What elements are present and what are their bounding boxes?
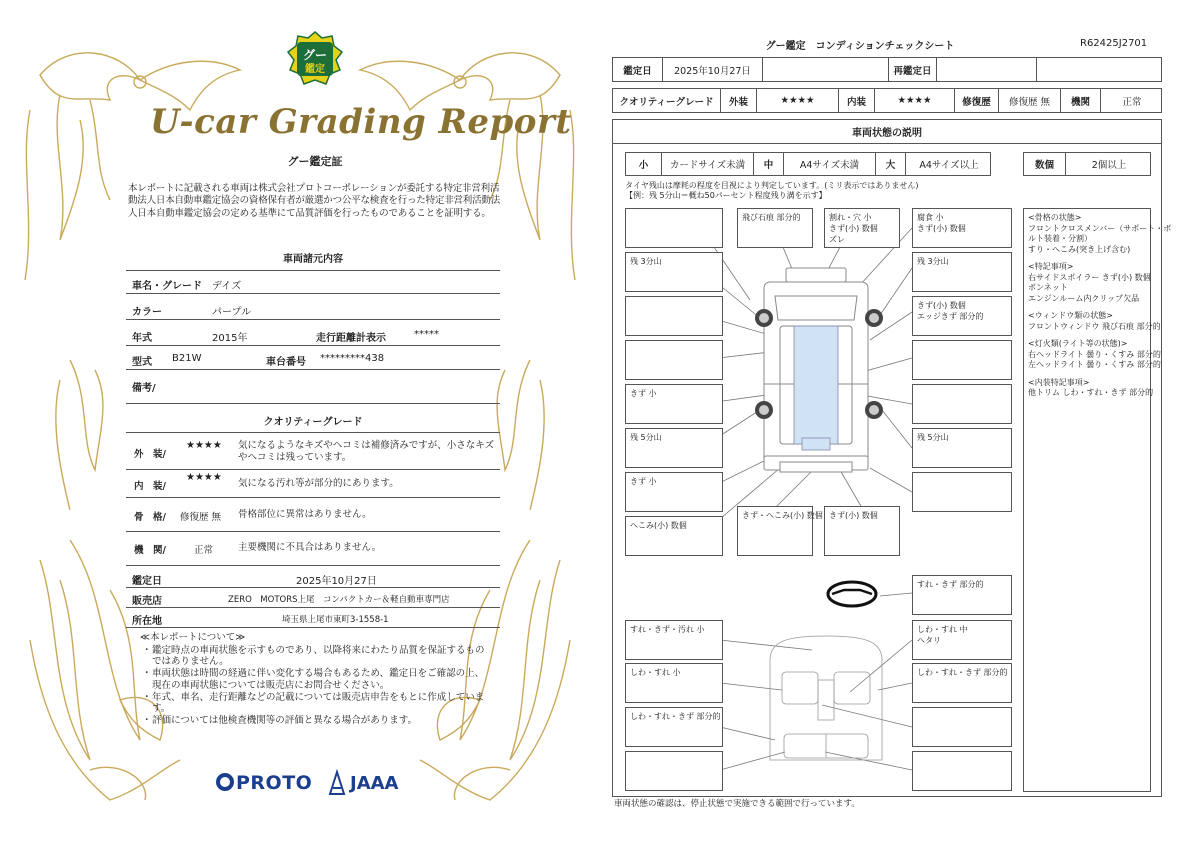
blank-cell	[1037, 58, 1163, 81]
mileage-value: *****	[414, 329, 439, 340]
damage-box-multi	[912, 296, 1012, 336]
damage-box	[912, 707, 1012, 747]
damage-box	[912, 340, 1012, 380]
tire-note	[625, 181, 918, 201]
date-value: 2025年10月27日	[296, 576, 377, 587]
color-value: パープル	[212, 307, 252, 318]
quality-desc: 主要機関に不具合はありません。	[238, 542, 382, 553]
quality-row-frame	[126, 498, 500, 532]
notes-side-panel	[1023, 208, 1172, 792]
side-line: エンジンルーム内クリップ欠品	[1028, 293, 1140, 303]
damage-box: きず 小	[625, 472, 723, 512]
quality-desc: 気になる汚れ等が部分的にあります。	[238, 478, 399, 489]
exterior-value: ★★★★	[757, 89, 839, 112]
damage-box-multi	[912, 208, 1012, 248]
damage-line: きず(小) 数個	[829, 224, 878, 233]
spec-row-color	[126, 296, 500, 320]
report-title: U-car Grading Report	[150, 102, 572, 142]
side-line: フロントウィンドウ 飛び石痕 部分的	[1028, 321, 1161, 331]
damage-line: エッジきず 部分的	[917, 312, 984, 321]
certificate-text: 本レポートに記載される車両は株式会社プロトコーポレーションが委託する特定非営利活動法人日本自動車鑑定協会の資格保有者が厳選かつ公平な検査を行った特定非営利活動法人日本自動車鑑定協会の定める基準にて品質評価を行ったものであることを証明する。	[128, 183, 501, 219]
quality-grade: ★★★★	[186, 472, 222, 483]
quality-grade: ★★★★	[186, 440, 222, 451]
date-value: 2025年10月27日	[663, 58, 763, 81]
proto-logo	[216, 772, 312, 794]
report-notes	[140, 632, 490, 727]
date-label: 鑑定日	[132, 576, 162, 587]
side-group-special	[1028, 262, 1151, 304]
side-line: フロントクロスメンバー（サポート・ボ	[1028, 223, 1172, 233]
quality-label: 骨 格/	[134, 512, 166, 523]
exterior-label: 外装	[721, 89, 757, 112]
note-text: 鑑定時点の車両状態を示すものであり、以降将来にわたり品質を保証するものではありません。	[152, 644, 485, 668]
badge-line1: グー	[302, 48, 328, 62]
quality-desc: 気になるようなキズやヘコミは補修済みですが、小さなキズやヘコミは残っています。	[238, 440, 495, 463]
legend-mid: 中	[754, 153, 784, 175]
side-group-title: <特記事項>	[1028, 262, 1074, 271]
damage-box	[625, 340, 723, 380]
side-line: 右ヘッドライト 曇り・くすみ 部分的	[1028, 349, 1161, 359]
side-group-window	[1028, 311, 1161, 332]
legend-small: 小	[626, 153, 662, 175]
damage-box: 飛び石痕 部分的	[737, 208, 813, 248]
model-label: 型式	[132, 357, 152, 368]
spec-section-title: 車両諸元内容	[283, 254, 343, 265]
spec-row-name	[126, 270, 500, 294]
shop-label: 販売店	[132, 596, 162, 607]
side-line: 他トリム しわ・すれ・きず 部分的	[1028, 388, 1154, 397]
tire-note-line2: 【例：残 5分山＝概ね50パーセント程度残り溝を示す】	[625, 191, 827, 200]
year-label: 年式	[132, 333, 152, 344]
appraisal-date-header	[612, 57, 1162, 82]
note-text: 評価については他検査機関等の評価と異なる場合があります。	[152, 714, 418, 726]
note-item: ・ 車両状態は時間の経過に伴い変化する場合もあるため、鑑定日をご確認の上、現在の車両状態については販売店にお問合せください。	[142, 668, 485, 691]
damage-line: しわ・すれ 中	[917, 625, 968, 634]
side-group-title: <骨格の状態>	[1028, 213, 1082, 222]
footer-logos	[216, 770, 416, 800]
note-text: 年式、車名、走行距離などの記載については販売店申告をもとに作成しています。	[152, 691, 485, 715]
spec-row-model	[126, 346, 500, 370]
damage-line: きず(小) 数個	[917, 224, 966, 233]
damage-box: きず 小	[625, 384, 723, 424]
quality-row-interior	[126, 470, 500, 498]
side-line: ルト装着・分割）	[1028, 234, 1092, 243]
quality-grade: 修復歴 無	[180, 512, 222, 523]
legend-large: 大	[876, 153, 906, 175]
quality-section-title: クオリティーグレード	[263, 417, 363, 428]
damage-box: きず・へこみ(小) 数個	[737, 506, 813, 556]
spec-row-year	[126, 322, 500, 346]
damage-box	[912, 384, 1012, 424]
quality-grade-label: クオリティーグレード	[613, 89, 721, 112]
notes-title: ≪本レポートについて≫	[140, 632, 246, 643]
damage-box: すれ・きず 部分的	[912, 575, 1012, 615]
badge-line2: 鑑定	[305, 64, 325, 75]
damage-box: 残 5分山	[912, 428, 1012, 468]
quality-row-engine	[126, 532, 500, 566]
quality-desc: 骨格部位に異常はありません。	[238, 509, 372, 520]
repair-label: 修復歴	[955, 89, 999, 112]
address-value: 埼玉県上尾市東町3-1558-1	[282, 615, 389, 625]
reappraisal-value	[937, 58, 1037, 81]
proto-logo-text: PROTO	[236, 772, 313, 794]
quality-label: 内 装/	[134, 481, 166, 492]
mileage-label: 走行距離計表示	[316, 333, 386, 344]
note-item: ・ 年式、車名、走行距離などの記載については販売店申告をもとに作成しています。	[142, 691, 485, 715]
quality-row-exterior	[126, 432, 500, 470]
side-group-lights	[1028, 339, 1161, 371]
jaaa-mark-icon	[328, 770, 346, 796]
appraisal-address-row	[126, 608, 500, 628]
panel-title: 車両状態の説明	[613, 120, 1161, 144]
spec-row-remarks	[126, 372, 500, 404]
interior-value: ★★★★	[875, 89, 955, 112]
side-line: 左ヘッドライト 曇り・くすみ 部分的	[1028, 360, 1161, 369]
address-label: 所在地	[132, 616, 162, 627]
damage-box-multi	[824, 208, 900, 248]
side-line: すり・へこみ(突き上げ含む)	[1028, 244, 1131, 254]
damage-box: しわ・すれ 小	[625, 663, 723, 703]
legend-large-desc: A4サイズ以上	[919, 160, 979, 171]
side-group-frame	[1028, 213, 1172, 255]
damage-line: ズレ	[829, 235, 845, 244]
damage-box	[912, 751, 1012, 791]
count-legend	[1023, 152, 1151, 176]
side-group-interior	[1028, 377, 1154, 399]
certificate-title: グー鑑定証	[287, 155, 343, 168]
damage-box	[912, 472, 1012, 512]
blank-cell	[763, 58, 889, 81]
size-legend	[625, 152, 991, 176]
side-line: 右サイドスポイラー きず(小) 数個	[1028, 272, 1151, 282]
shop-value: ZERO MOTORS上尾 コンパクトカー＆軽自動車専門店	[228, 595, 450, 605]
damage-line: きず(小) 数個	[917, 301, 966, 310]
appraisal-shop-row	[126, 588, 500, 608]
damage-box	[625, 751, 723, 791]
model-value: B21W	[172, 353, 202, 364]
reappraisal-label: 再鑑定日	[889, 58, 937, 81]
proto-mark-icon	[216, 773, 234, 791]
sheet-footer: 車両状態の確認は、停止状態で実施できる範囲で行っています。	[614, 799, 860, 809]
damage-box: へこみ(小) 数個	[625, 516, 723, 556]
color-label: カラー	[132, 307, 162, 318]
note-item: ・ 鑑定時点の車両状態を示すものであり、以降将来にわたり品質を保証するものではありません。	[142, 644, 485, 668]
quality-grade-header	[612, 88, 1162, 113]
damage-box: 残 3分山	[625, 252, 723, 292]
note-item: ・ 評価については他検査機関等の評価と異なる場合があります。	[142, 714, 418, 726]
repair-value: 修復歴 無	[999, 89, 1061, 112]
remarks-label: 備考/	[132, 383, 156, 394]
damage-box: しわ・すれ・きず 部分的	[912, 663, 1012, 703]
goo-kantei-badge	[286, 30, 344, 92]
side-group-title: <内装特記事項>	[1028, 377, 1090, 387]
damage-box: 残 3分山	[912, 252, 1012, 292]
legend-count: 数個	[1024, 153, 1066, 175]
jaaa-logo-text: JAAA	[350, 773, 399, 794]
damage-box	[625, 296, 723, 336]
damage-line: ヘタリ	[917, 636, 941, 645]
quality-grade: 正常	[194, 545, 214, 556]
damage-line: 割れ・穴 小	[829, 213, 872, 222]
engine-value: 正常	[1122, 96, 1142, 108]
sheet-title: グー鑑定 コンディションチェックシート	[765, 41, 955, 52]
quality-label: 機 関/	[134, 545, 166, 556]
chassis-value: *********438	[320, 353, 385, 364]
legend-mid-desc: A4サイズ未満	[784, 153, 876, 175]
condition-check-sheet	[600, 0, 1200, 848]
name-value: デイズ	[212, 281, 242, 292]
interior-label: 内装	[839, 89, 875, 112]
report-id: R62425J2701	[1080, 38, 1148, 49]
year-value: 2015年	[212, 333, 248, 344]
date-label: 鑑定日	[613, 58, 663, 81]
damage-box: きず(小) 数個	[824, 506, 900, 556]
damage-box: しわ・すれ・きず 部分的	[625, 707, 723, 747]
side-group-title: <ウィンドウ類の状態>	[1028, 311, 1113, 320]
appraisal-date-row	[126, 566, 500, 588]
damage-box: 残 5分山	[625, 428, 723, 468]
name-label: 車名・グレード	[132, 281, 202, 292]
tire-note-line1: タイヤ残山は摩耗の程度を目視により判定しています。(ミリ表示ではありません)	[625, 181, 919, 190]
engine-label: 機関	[1061, 89, 1101, 112]
side-group-title: <灯火類(ライト等の状態)>	[1028, 339, 1128, 348]
damage-box-multi	[912, 620, 1012, 660]
quality-label: 外 装/	[134, 449, 166, 460]
chassis-label: 車台番号	[266, 357, 306, 368]
note-text: 車両状態は時間の経過に伴い変化する場合もあるため、鑑定日をご確認の上、現在の車両状態については販売店にお問合せください。	[152, 668, 485, 691]
legend-count-desc: 2個以上	[1091, 160, 1127, 171]
damage-line: 腐食 小	[917, 213, 944, 222]
side-line: ボンネット	[1028, 283, 1068, 292]
legend-small-desc: カードサイズ未満	[662, 153, 754, 175]
damage-box	[625, 208, 723, 248]
damage-box: すれ・きず・汚れ 小	[625, 620, 723, 660]
